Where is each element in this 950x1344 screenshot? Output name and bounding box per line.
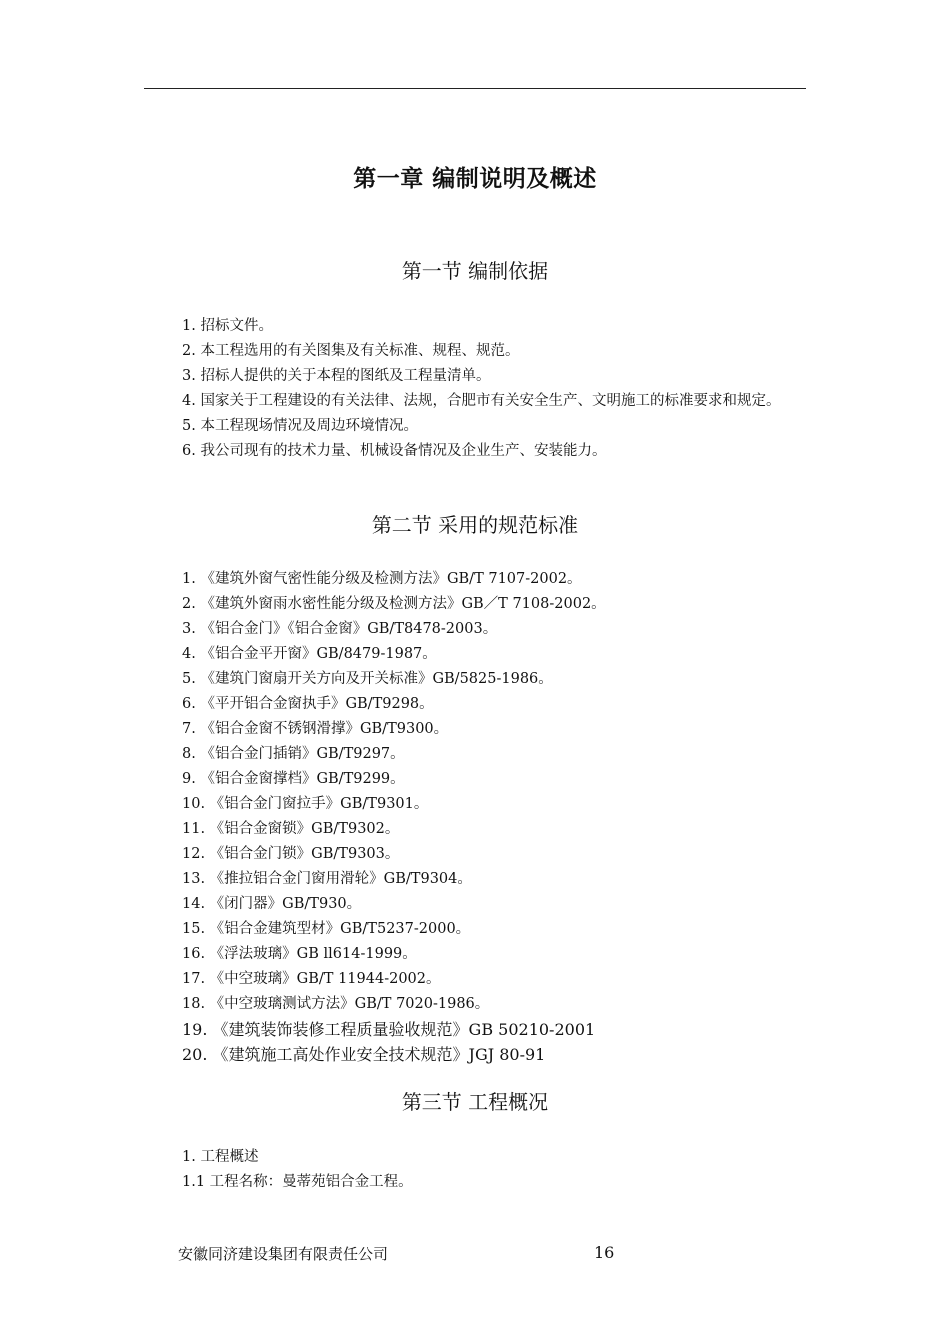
list-item: 1. 招标文件。	[182, 318, 273, 334]
list-item: 15. 《铝合金建筑型材》GB/T5237-2000。	[182, 921, 471, 937]
page-number: 16	[594, 1243, 615, 1262]
list-item: 17. 《中空玻璃》GB/T 11944-2002。	[182, 971, 441, 987]
list-item: 12. 《铝合金门锁》GB/T9303。	[182, 846, 400, 862]
list-item: 18. 《中空玻璃测试方法》GB/T 7020-1986。	[182, 996, 490, 1012]
list-item: 1. 《建筑外窗气密性能分级及检测方法》GB/T 7107-2002。	[182, 571, 582, 587]
list-item: 4. 国家关于工程建设的有关法律、法规，合肥市有关安全生产、文明施工的标准要求和规定。	[182, 393, 781, 409]
section-title-standards: 第二节 采用的规范标准	[371, 513, 579, 537]
header-rule	[144, 88, 806, 89]
section-title-basis: 第一节 编制依据	[401, 259, 549, 283]
list-item: 4. 《铝合金平开窗》GB/8479-1987。	[182, 646, 437, 662]
list-item: 2. 本工程选用的有关图集及有关标准、规程、规范。	[182, 343, 520, 359]
list-item: 9. 《铝合金窗撑档》GB/T9299。	[182, 771, 405, 787]
list-item: 19. 《建筑装饰装修工程质量验收规范》GB 50210-2001	[182, 1020, 596, 1039]
list-item: 10. 《铝合金门窗拉手》GB/T9301。	[182, 796, 429, 812]
list-item: 16. 《浮法玻璃》GB ll614-1999。	[182, 946, 417, 962]
list-item: 13. 《推拉铝合金门窗用滑轮》GB/T9304。	[182, 871, 472, 887]
list-item: 11. 《铝合金窗锁》GB/T9302。	[182, 821, 400, 837]
list-item: 5. 本工程现场情况及周边环境情况。	[182, 418, 418, 434]
list-item: 2. 《建筑外窗雨水密性能分级及检测方法》GB／T 7108-2002。	[182, 596, 606, 612]
list-item: 3. 《铝合金门》《铝合金窗》GB/T8478-2003。	[182, 621, 498, 637]
list-item: 6. 《平开铝合金窗执手》GB/T9298。	[182, 696, 434, 712]
list-item: 5. 《建筑门窗扇开关方向及开关标准》GB/5825-1986。	[182, 671, 553, 687]
list-item: 6. 我公司现有的技术力量、机械设备情况及企业生产、安装能力。	[182, 443, 607, 459]
basis-list	[144, 314, 808, 464]
list-item: 14. 《闭门器》GB/T930。	[182, 896, 362, 912]
section-title-overview: 第三节 工程概况	[401, 1090, 549, 1114]
footer-company: 安徽同济建设集团有限责任公司	[178, 1245, 389, 1263]
list-item: 20. 《建筑施工高处作业安全技术规范》JGJ 80-91	[182, 1045, 546, 1064]
chapter-title: 第一章 编制说明及概述	[353, 165, 597, 192]
list-item: 7. 《铝合金窗不锈钢滑撑》GB/T9300。	[182, 721, 449, 737]
list-item: 8. 《铝合金门插销》GB/T9297。	[182, 746, 405, 762]
list-item: 1.1 工程名称：曼蒂苑铝合金工程。	[182, 1174, 413, 1190]
list-item: 3. 招标人提供的关于本程的图纸及工程量清单。	[182, 368, 491, 384]
list-item: 1. 工程概述	[182, 1149, 259, 1165]
overview-list	[144, 1145, 808, 1195]
standards-list	[144, 567, 808, 1067]
